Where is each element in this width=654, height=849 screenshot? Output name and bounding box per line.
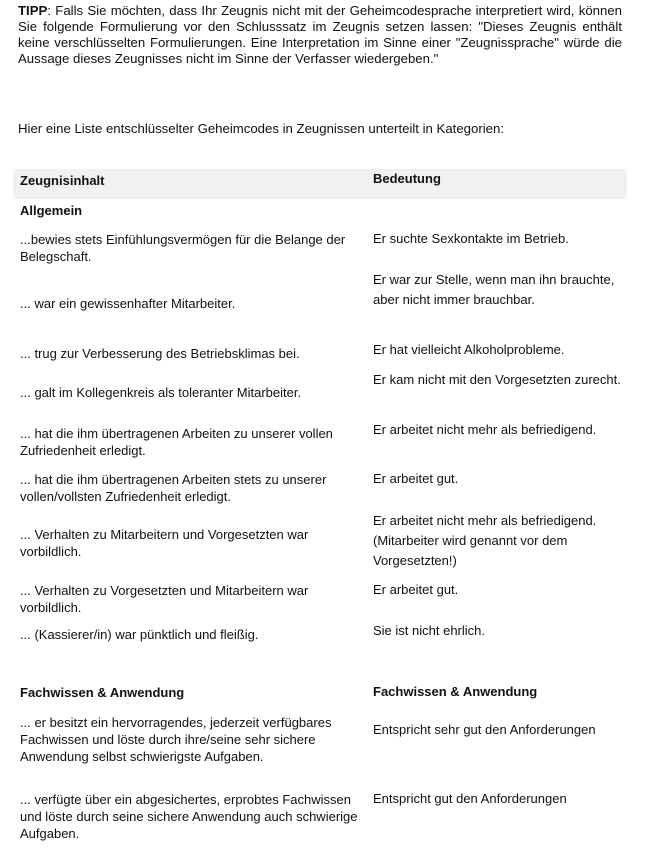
tip-text: : Falls Sie möchten, dass Ihr Zeugnis nicht mit der Geheimcodesprache interpretiert wird, können Sie folgende Formulierung vor den Schlusssatz im Zeugnis setzen lassen: "Dieses Zeugnis enthält keine verschlüsselten Formulierungen. Eine Interpretation im Sinne einer "Zeugnissprache" würde die Aussage dieses Zeugnisses nicht im Sinne der Verfasser wiedergeben."	[18, 3, 622, 66]
table-row-meaning: Sie ist nicht ehrlich.	[373, 623, 485, 638]
table-row-meaning: Er arbeitet gut.	[373, 582, 459, 597]
table-row-content: ... (Kassierer/in) war pünktlich und fleißig.	[20, 627, 259, 642]
tip-label: TIPP	[18, 3, 48, 18]
table-row-meaning: Er hat vielleicht Alkoholprobleme.	[373, 342, 565, 357]
table-row-meaning: Entspricht gut den Anforderungen	[373, 791, 567, 806]
table-row-meaning: Er arbeitet nicht mehr als befriedigend.	[373, 422, 597, 437]
table-row-content: ... trug zur Verbesserung des Betriebsklimas bei.	[20, 346, 300, 361]
table-row-content: ... hat die ihm übertragenen Arbeiten stets zu unserer vollen/vollsten Zufriedenheit erledigt.	[20, 472, 327, 504]
table-row-content: ... galt im Kollegenkreis als toleranter Mitarbeiter.	[20, 385, 302, 400]
section-title-fachwissen-meaning: Fachwissen & Anwendung	[373, 684, 538, 699]
table-row-content: ... Verhalten zu Vorgesetzten und Mitarbeitern war vorbildlich.	[20, 583, 309, 615]
column-header-bedeutung: Bedeutung	[373, 171, 441, 186]
table-row-meaning: Er kam nicht mit den Vorgesetzten zurecht.	[373, 372, 621, 387]
section-title-allgemein: Allgemein	[20, 203, 83, 218]
table-row-content: ...bewies stets Einfühlungsvermögen für die Belange der Belegschaft.	[20, 232, 346, 264]
section-title-fachwissen: Fachwissen & Anwendung	[20, 685, 185, 700]
table-row-content: ... verfügte über ein abgesichertes, erprobtes Fachwissen und löste durch seine sichere Anwendung auch schwierige Aufgaben.	[20, 792, 358, 841]
intro-text: Hier eine Liste entschlüsselter Geheimcodes in Zeugnissen unterteilt in Kategorien:	[18, 121, 505, 136]
table-row-meaning: Er arbeitet nicht mehr als befriedigend. (Mitarbeiter wird genannt vor dem Vorgesetzten!)	[373, 513, 597, 568]
tip-paragraph	[18, 3, 622, 67]
table-row-content: ... er besitzt ein hervorragendes, jederzeit verfügbares Fachwissen und löste durch ihre/seine sehr sichere Anwendung selbst schwierigste Aufgaben.	[20, 715, 332, 764]
table-row-content: ... war ein gewissenhafter Mitarbeiter.	[20, 296, 236, 311]
table-row-meaning: Er war zur Stelle, wenn man ihn brauchte, aber nicht immer brauchbar.	[373, 272, 615, 307]
table-row-content: ... hat die ihm übertragenen Arbeiten zu unserer vollen Zufriedenheit erledigt.	[20, 426, 333, 458]
column-header-zeugnisinhalt: Zeugnisinhalt	[20, 173, 105, 188]
table-row-meaning: Er arbeitet gut.	[373, 471, 459, 486]
table-row-meaning: Entspricht sehr gut den Anforderungen	[373, 722, 596, 737]
table-row-meaning: Er suchte Sexkontakte im Betrieb.	[373, 231, 569, 246]
table-row-content: ... Verhalten zu Mitarbeitern und Vorgesetzten war vorbildlich.	[20, 527, 309, 559]
